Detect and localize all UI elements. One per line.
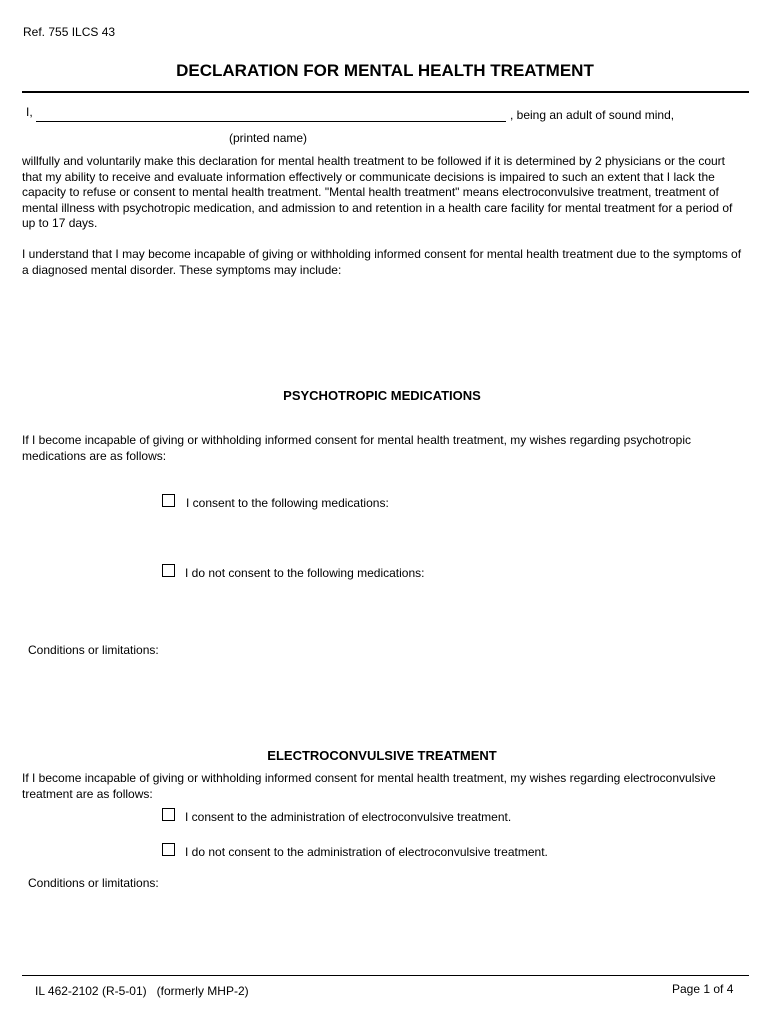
no-consent-medications-checkbox[interactable]	[162, 564, 175, 577]
electroconvulsive-intro: If I become incapable of giving or withholding informed consent for mental health treatment, my wishes regarding electroconvulsive treatment are as follows:	[22, 771, 716, 801]
page-number: Page 1 of 4	[672, 982, 734, 996]
consent-medications-label: I consent to the following medications:	[186, 496, 389, 510]
consent-ect-checkbox[interactable]	[162, 808, 175, 821]
printed-name-caption: (printed name)	[229, 131, 308, 145]
printed-name-field[interactable]	[36, 121, 506, 122]
name-prefix: I,	[26, 105, 33, 119]
consent-ect-label: I consent to the administration of electroconvulsive treatment.	[185, 810, 512, 824]
form-title: DECLARATION FOR MENTAL HEALTH TREATMENT	[176, 61, 594, 80]
no-consent-ect-checkbox[interactable]	[162, 843, 175, 856]
no-consent-medications-label: I do not consent to the following medications:	[185, 566, 425, 580]
psychotropic-conditions-label: Conditions or limitations:	[28, 643, 159, 657]
title-divider	[22, 91, 749, 93]
symptoms-paragraph: I understand that I may become incapable of giving or withholding informed consent for mental health treatment due to the symptoms of a diagnosed mental disorder. These symptoms may include:	[22, 247, 742, 277]
electroconvulsive-heading: ELECTROCONVULSIVE TREATMENT	[267, 748, 497, 763]
declaration-paragraph: willfully and voluntarily make this declaration for mental health treatment to be followed if it is determined by 2 physicians or the court that my ability to receive and evaluate information effectively or communicate decisions is impaired to such an extent that I lack the capacity to refuse or consent to mental health treatment. "Mental health treatment" means electroconvulsive treatment, treatment of mental illness with psychotropic medication, and admission to and retention in a health care facility for mental treatment for a period of up to 17 days.	[22, 154, 733, 231]
form-reference: Ref. 755 ILCS 43	[23, 25, 116, 39]
electroconvulsive-conditions-label: Conditions or limitations:	[28, 876, 159, 890]
form-id: IL 462-2102 (R-5-01) (formerly MHP-2)	[35, 984, 249, 998]
footer-divider	[22, 975, 749, 976]
psychotropic-intro: If I become incapable of giving or withholding informed consent for mental health treatment, my wishes regarding psychotropic medications are as follows:	[22, 433, 692, 463]
psychotropic-heading: PSYCHOTROPIC MEDICATIONS	[283, 388, 481, 403]
name-suffix: , being an adult of sound mind,	[510, 108, 675, 122]
consent-medications-checkbox[interactable]	[162, 494, 175, 507]
no-consent-ect-label: I do not consent to the administration of electroconvulsive treatment.	[185, 845, 548, 859]
